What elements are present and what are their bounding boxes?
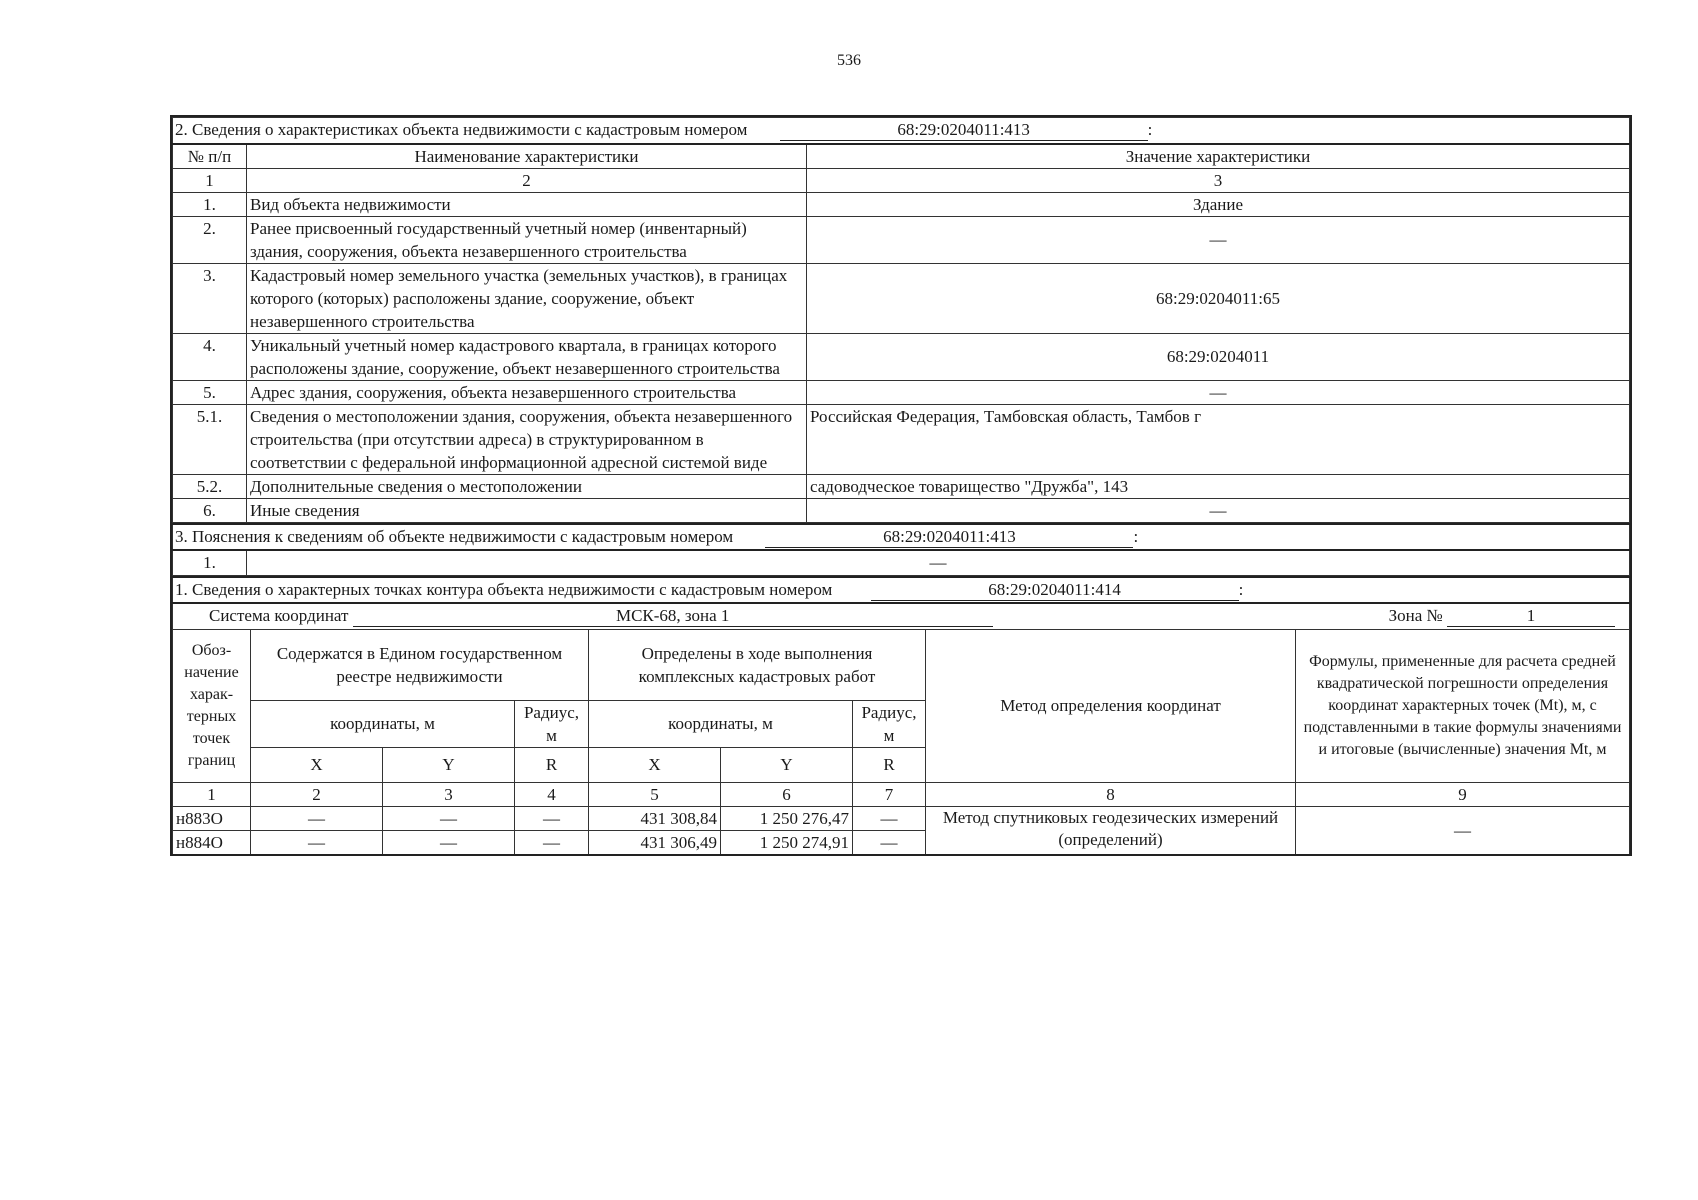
characteristic-row <box>173 333 1630 380</box>
row-num: 1. <box>173 192 247 216</box>
col-number: 3 <box>807 168 1630 192</box>
formula-value: — <box>1296 806 1630 855</box>
row-num: 6. <box>173 498 247 522</box>
header-method: Метод определения координат <box>926 629 1296 782</box>
col-number: 4 <box>515 782 589 806</box>
row-value: — <box>807 498 1630 522</box>
header-egrn: Содержатся в Едином государственном реестре недвижимости <box>251 629 589 700</box>
section3-table <box>172 523 1630 577</box>
section2-column-headers <box>173 144 1630 169</box>
section3-suffix: : <box>1133 526 1139 546</box>
page-number: 536 <box>837 52 861 69</box>
coord-system-row <box>173 603 1630 629</box>
header-egrn-radius: Радиус, м <box>515 700 589 747</box>
point-row <box>173 806 1630 830</box>
col-number: 2 <box>251 782 383 806</box>
row-value: Здание <box>807 192 1630 216</box>
section3-cadastral-number: 68:29:0204011:413 <box>765 527 1133 548</box>
section3-row <box>173 550 1630 576</box>
point-y1: — <box>383 830 515 855</box>
method-value: Метод спутниковых геодезических измерений (определений) <box>926 806 1296 855</box>
coord-system-value: МСК-68, зона 1 <box>353 606 993 627</box>
header-det-radius: Радиус, м <box>853 700 926 747</box>
section3-title: 3. Пояснения к сведениям об объекте недвижимости с кадастровым номером <box>175 526 734 546</box>
header-det-coords: координаты, м <box>589 700 853 747</box>
point-y2: 1 250 276,47 <box>721 806 853 830</box>
col-number: 3 <box>383 782 515 806</box>
point-name: н884О <box>173 830 251 855</box>
row-num: 2. <box>173 216 247 263</box>
row-name: Дополнительные сведения о местоположении <box>247 474 807 498</box>
header-y1: Y <box>383 747 515 782</box>
point-x1: — <box>251 806 383 830</box>
point-x1: — <box>251 830 383 855</box>
row-value: 68:29:0204011:65 <box>807 263 1630 333</box>
section3-row-num: 1. <box>173 550 247 576</box>
section1-suffix: : <box>1238 580 1244 599</box>
points-header-row-1 <box>173 629 1630 700</box>
point-r1: — <box>515 806 589 830</box>
row-name: Кадастровый номер земельного участка (земельных участков), в границах которого (которых) расположены здание, сооружение, объект незавершенного строительства <box>247 263 807 333</box>
point-name: н883О <box>173 806 251 830</box>
section2-title: 2. Сведения о характеристиках объекта недвижимости с кадастровым номером <box>175 120 748 139</box>
row-value: 68:29:0204011 <box>807 333 1630 380</box>
section1-header <box>173 577 1630 603</box>
point-x2: 431 308,84 <box>589 806 721 830</box>
row-num: 5.1. <box>173 404 247 474</box>
section2-table <box>172 117 1630 523</box>
point-r1: — <box>515 830 589 855</box>
col-number: 6 <box>721 782 853 806</box>
header-designation: Обоз- начение харак- терных точек границ <box>173 629 251 782</box>
row-value: — <box>807 216 1630 263</box>
col-number: 8 <box>926 782 1296 806</box>
row-name: Адрес здания, сооружения, объекта незавершенного строительства <box>247 380 807 404</box>
row-name: Иные сведения <box>247 498 807 522</box>
header-r2: R <box>853 747 926 782</box>
row-num: 3. <box>173 263 247 333</box>
col-number: 9 <box>1296 782 1630 806</box>
row-name: Сведения о местоположении здания, сооружения, объекта незавершенного строительства (при отсутствии адреса) в структурированном в соответствии с федеральной информационной адресной системой виде <box>247 404 807 474</box>
section1-title: 1. Сведения о характерных точках контура объекта недвижимости с кадастровым номером <box>175 580 833 599</box>
characteristic-row <box>173 192 1630 216</box>
point-y1: — <box>383 806 515 830</box>
header-r1: R <box>515 747 589 782</box>
section1-table <box>172 576 1630 856</box>
section2-column-numbers <box>173 168 1630 192</box>
characteristic-row <box>173 404 1630 474</box>
row-num: 4. <box>173 333 247 380</box>
header-egrn-coords: координаты, м <box>251 700 515 747</box>
col-header-name: Наименование характеристики <box>247 144 807 169</box>
row-name: Ранее присвоенный государственный учетный номер (инвентарный) здания, сооружения, объекта незавершенного строительства <box>247 216 807 263</box>
row-num: 5. <box>173 380 247 404</box>
point-y2: 1 250 274,91 <box>721 830 853 855</box>
characteristic-row <box>173 216 1630 263</box>
header-x1: X <box>251 747 383 782</box>
section2-suffix: : <box>1147 120 1153 139</box>
points-column-numbers <box>173 782 1630 806</box>
row-num: 5.2. <box>173 474 247 498</box>
row-name: Уникальный учетный номер кадастрового квартала, в границах которого расположены здание, сооружение, объект незавершенного строительства <box>247 333 807 380</box>
col-number: 1 <box>173 782 251 806</box>
col-header-num: № п/п <box>173 144 247 169</box>
header-formulas: Формулы, примененные для расчета средней квадратической погрешности определения координат характерных точек (Mt), м, с подставленными в такие формулы значениями и итоговые (вычисленные) значения Mt, м <box>1296 629 1630 782</box>
section1-cadastral-number: 68:29:0204011:414 <box>871 580 1239 601</box>
section3-row-value: — <box>247 550 1630 576</box>
col-number: 7 <box>853 782 926 806</box>
row-name: Вид объекта недвижимости <box>247 192 807 216</box>
characteristic-row <box>173 263 1630 333</box>
zone-label: Зона № <box>1388 606 1443 625</box>
point-x2: 431 306,49 <box>589 830 721 855</box>
row-value: Российская Федерация, Тамбовская область, Тамбов г <box>807 404 1630 474</box>
row-value: — <box>807 380 1630 404</box>
header-y2: Y <box>721 747 853 782</box>
section3-header <box>173 524 1630 550</box>
characteristic-row <box>173 474 1630 498</box>
zone-value: 1 <box>1447 606 1615 627</box>
section2-header <box>173 118 1630 144</box>
characteristic-row <box>173 498 1630 522</box>
point-r2: — <box>853 830 926 855</box>
col-number: 1 <box>173 168 247 192</box>
point-r2: — <box>853 806 926 830</box>
col-header-value: Значение характеристики <box>807 144 1630 169</box>
characteristic-row <box>173 380 1630 404</box>
row-value: садоводческое товарищество "Дружба", 143 <box>807 474 1630 498</box>
col-number: 5 <box>589 782 721 806</box>
section2-cadastral-number: 68:29:0204011:413 <box>780 120 1148 141</box>
header-determined: Определены в ходе выполнения комплексных кадастровых работ <box>589 629 926 700</box>
col-number: 2 <box>247 168 807 192</box>
coord-system-label: Система координат <box>209 606 349 625</box>
document-sheet <box>170 115 1632 856</box>
header-x2: X <box>589 747 721 782</box>
